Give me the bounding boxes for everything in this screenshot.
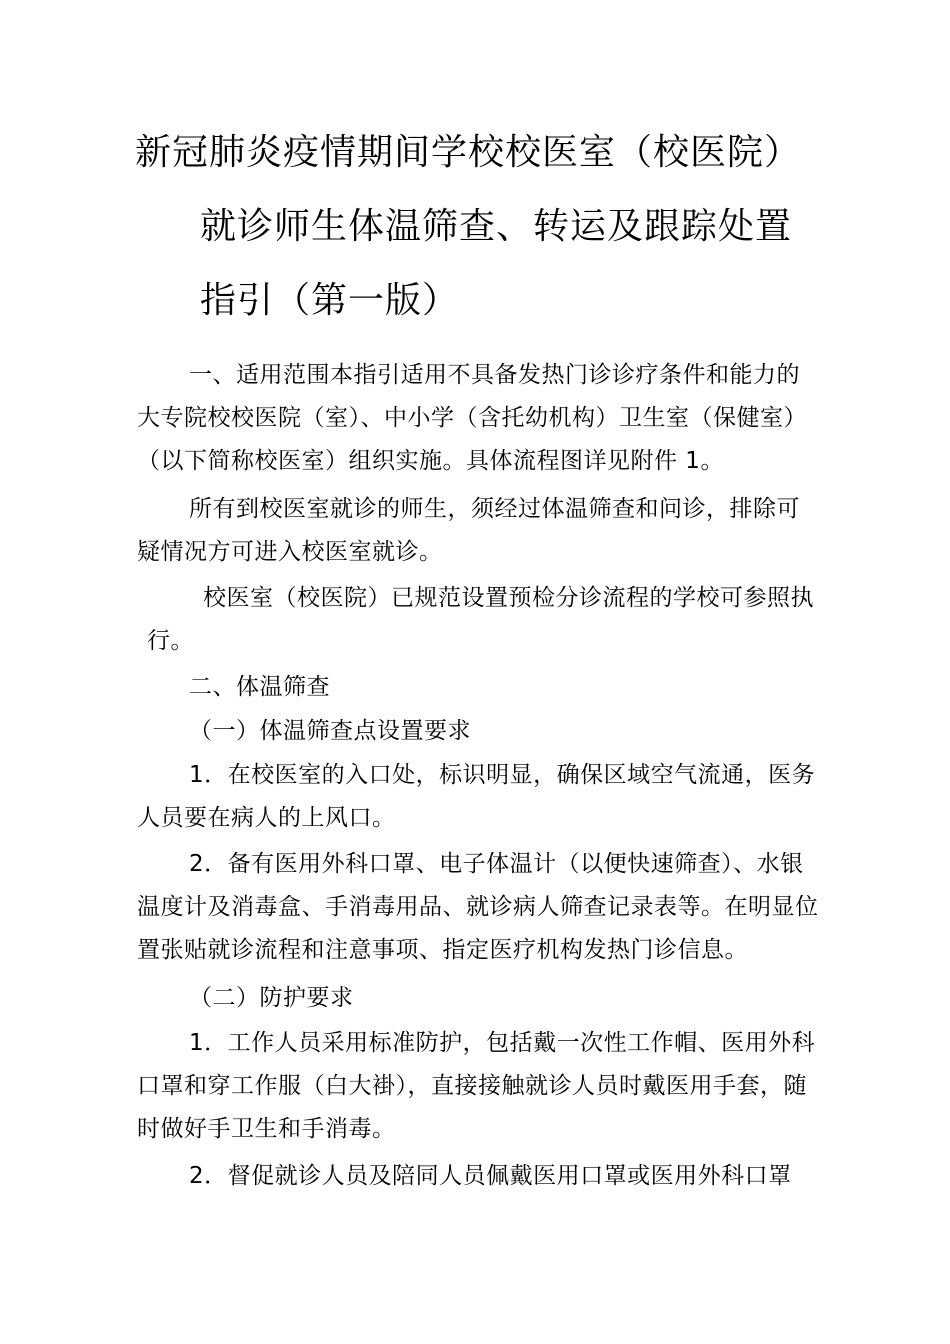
reference-paragraph [137, 577, 814, 663]
text-line: 1．在校医室的入口处，标识明显，确保区域空气流通，医务 [189, 762, 816, 788]
document-title-line-1: 新冠肺炎疫情期间学校校医室（校医院） [135, 132, 802, 173]
text-line: 时做好手卫生和手消毒。 [137, 1116, 396, 1142]
text-line: 口罩和穿工作服（白大褂），直接接触就诊人员时戴医用手套，随 [137, 1073, 807, 1099]
text-line: 一、适用范围本指引适用不具备发热门诊诊疗条件和能力的 [189, 362, 800, 388]
text-line: 疑情况方可进入校医室就诊。 [137, 539, 443, 565]
document-title-line-2: 就诊师生体温筛查、转运及跟踪处置 [200, 206, 793, 247]
text-line: 校医室（校医院）已规范设置预检分诊流程的学校可参照执 [203, 585, 814, 611]
text-line: （以下简称校医室）组织实施。具体流程图详见附件 1。 [137, 448, 724, 474]
screening-point-item-2 [137, 843, 819, 972]
protection-item-1 [137, 1022, 815, 1151]
protection-item-2 [137, 1155, 792, 1198]
screening-requirement-paragraph [137, 488, 800, 574]
text-line: 所有到校医室就诊的师生，须经过体温筛查和问诊，排除可 [189, 496, 800, 522]
document-title-line-3: 指引（第一版） [200, 280, 460, 321]
text-line: 1．工作人员采用标准防护，包括戴一次性工作帽、医用外科 [189, 1030, 816, 1056]
text-line: 2．督促就诊人员及陪同人员佩戴医用口罩或医用外科口罩 [189, 1163, 792, 1189]
text-line: 2．备有医用外科口罩、电子体温计（以便快速筛查）、水银 [189, 851, 804, 877]
text-line: 行。 [147, 628, 194, 654]
text-line: 人员要在病人的上风口。 [137, 805, 396, 831]
scope-paragraph [137, 354, 807, 483]
section-heading-temperature-screening: 二、体温筛查 [189, 674, 330, 700]
subsection-heading-protection: （二）防护要求 [189, 985, 354, 1011]
subsection-heading-screening-point: （一）体温筛查点设置要求 [189, 718, 471, 744]
text-line: 大专院校校医院（室）、中小学（含托幼机构）卫生室（保健室） [137, 405, 807, 431]
text-line: 置张贴就诊流程和注意事项、指定医疗机构发热门诊信息。 [137, 937, 748, 963]
text-line: 温度计及消毒盒、手消毒用品、就诊病人筛查记录表等。在明显位 [137, 894, 819, 920]
screening-point-item-1 [137, 754, 815, 840]
